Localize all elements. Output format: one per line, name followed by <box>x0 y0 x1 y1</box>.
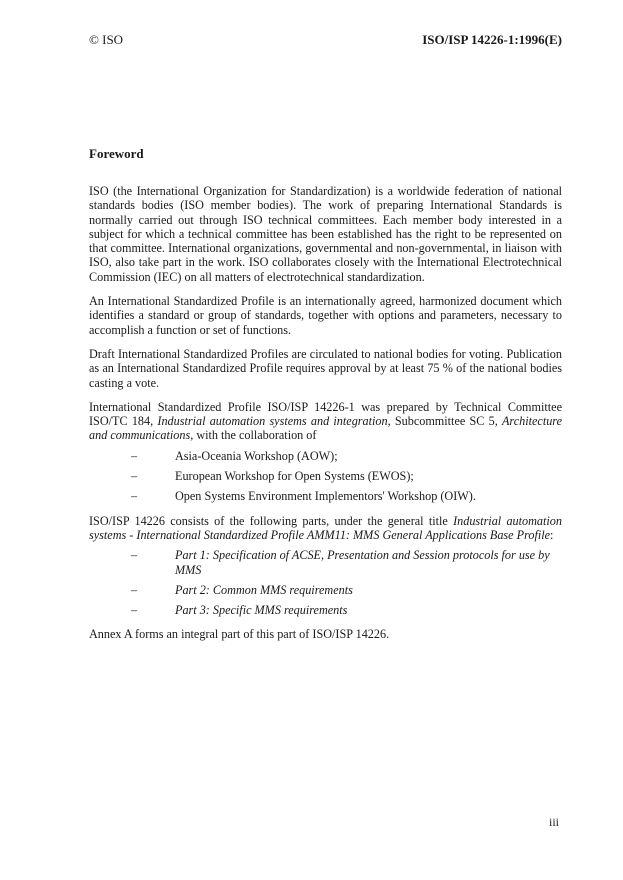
foreword-body <box>89 184 562 652</box>
copyright-header: © ISO <box>89 32 124 47</box>
parts-text-a: ISO/ISP 14226 consists of the following parts, under the general title <box>89 513 454 528</box>
parts-text-c: : <box>550 527 554 542</box>
preparation-subcommittee-title: Architecture and communications, <box>89 414 562 443</box>
paragraph-voting: Draft International Standardized Profiles are circulated to national bodies for voting. Publication as an International Standardized Profile requires approval by at least 75 % of the national bodies casting a vote. <box>89 346 562 390</box>
paragraph-parts <box>89 514 562 543</box>
list-item <box>89 469 562 483</box>
list-dash: – <box>131 548 138 563</box>
paragraph-annex: Annex A forms an integral part of this part of ISO/ISP 14226. <box>89 627 390 642</box>
parts-list <box>89 548 562 617</box>
list-item <box>89 449 562 463</box>
preparation-text-e: with the collaboration of <box>193 428 317 443</box>
preparation-committee-title: Industrial automation systems and integration, <box>157 414 391 429</box>
list-item <box>89 583 562 597</box>
preparation-text-c: Subcommittee SC 5, <box>390 414 502 429</box>
part-item: Part 1: Specification of ACSE, Presentation and Session protocols for use by MMS <box>175 548 550 577</box>
part-item: Part 3: Specific MMS requirements <box>175 603 348 618</box>
list-dash: – <box>131 582 138 597</box>
section-title: Foreword <box>89 146 144 161</box>
page-number: iii <box>549 815 560 829</box>
list-dash: – <box>131 489 138 504</box>
list-dash: – <box>131 448 138 463</box>
workshop-item: European Workshop for Open Systems (EWOS); <box>175 469 414 484</box>
workshop-item: Asia-Oceania Workshop (AOW); <box>175 448 338 463</box>
workshop-list <box>89 449 562 504</box>
list-dash: – <box>131 469 138 484</box>
list-dash: – <box>131 603 138 618</box>
workshop-item: Open Systems Environment Implementors' Workshop (OIW). <box>175 489 476 504</box>
preparation-text-a: International Standardized Profile ISO/ISP 14226-1 was prepared by Technical Committee ISO/TC 184, <box>89 399 562 429</box>
parts-general-title: Industrial automation systems - International Standardized Profile AMM11: MMS General Applications Base Profile <box>89 513 562 542</box>
paragraph-preparation <box>89 400 562 443</box>
list-item <box>89 603 562 617</box>
list-item <box>89 489 562 503</box>
list-item <box>89 548 562 577</box>
part-item: Part 2: Common MMS requirements <box>175 582 353 597</box>
standard-number-header: ISO/ISP 14226-1:1996(E) <box>422 32 562 47</box>
paragraph-iso-intro: ISO (the International Organization for Standardization) is a worldwide federation of national standards bodies (ISO member bodies). The work of preparing International Standards is normally carried out through ISO technical committees. Each member body interested in a subject for which a technical committee has been established has the right to be represented on that committee. International organizations, governmental and non-governmental, in liaison with ISO, also take part in the work. ISO collaborates closely with the International Electrotechnical Commission (IEC) on all matters of electrotechnical standardization. <box>89 184 562 284</box>
paragraph-isp-definition: An International Standardized Profile is an internationally agreed, harmonized document which identifies a standard or group of standards, together with options and parameters, necessary to accomplish a function or set of functions. <box>89 294 562 337</box>
